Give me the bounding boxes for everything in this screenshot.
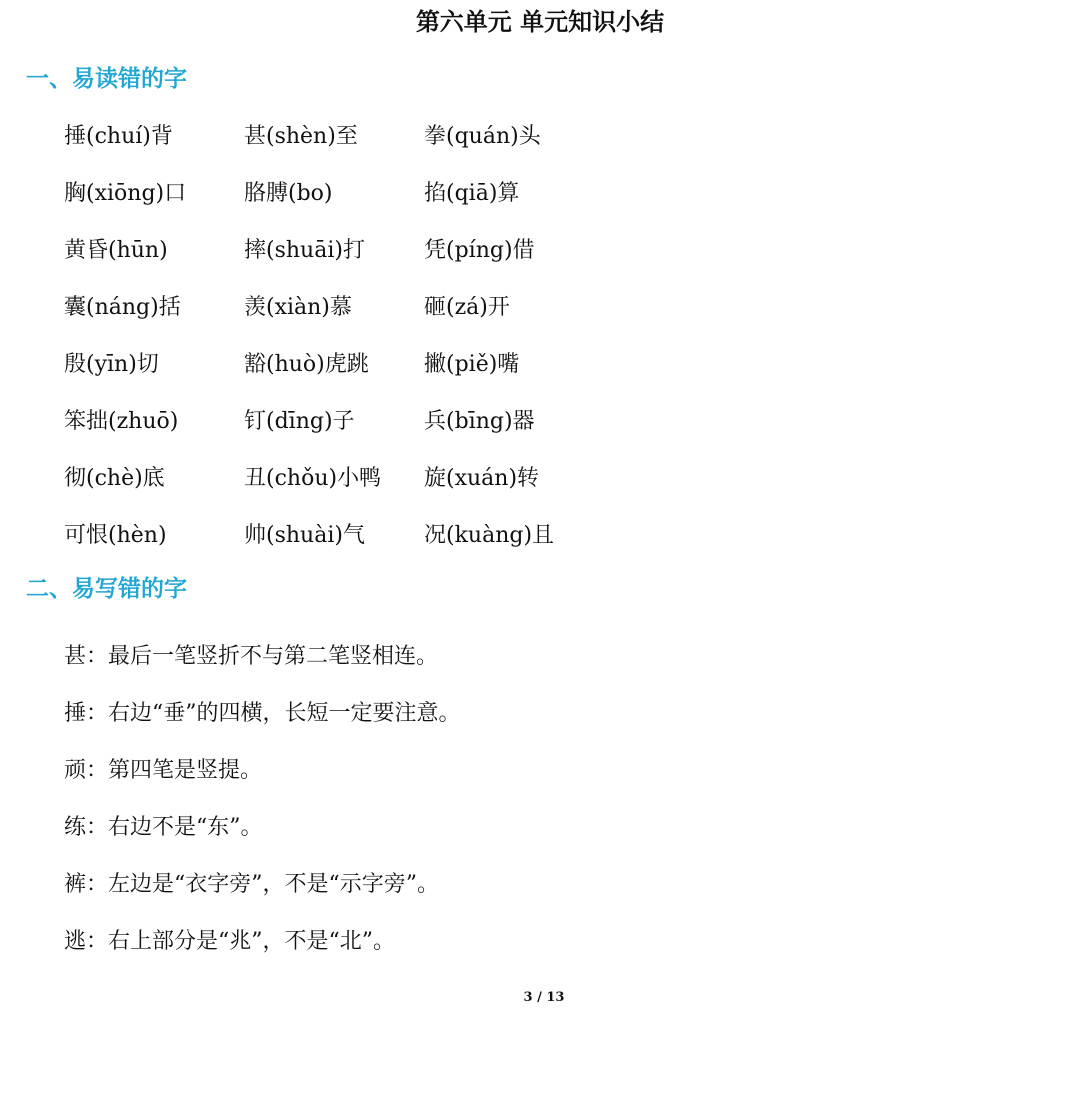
word-entry: 拳(quán)头 — [424, 124, 541, 150]
section-heading-misread: 一、易读错的字 — [26, 66, 187, 92]
miswritten-characters-list — [64, 629, 964, 970]
grid-row — [64, 223, 624, 280]
grid-row — [64, 507, 624, 564]
list-item: 甚：最后一笔竖折不与第二笔竖相连。 — [64, 644, 439, 670]
word-entry: 兵(bīng)器 — [424, 408, 535, 434]
page-number: 3 / 13 — [523, 990, 565, 1005]
word-entry: 凭(píng)借 — [424, 238, 535, 264]
word-entry: 甚(shèn)至 — [244, 124, 358, 150]
list-item: 捶：右边“垂”的四横，长短一定要注意。 — [64, 701, 461, 727]
word-entry: 囊(náng)括 — [64, 295, 181, 321]
list-item: 顽：第四笔是竖提。 — [64, 758, 263, 784]
word-entry: 可恨(hèn) — [64, 522, 167, 548]
word-entry: 黄昏(hūn) — [64, 238, 168, 264]
grid-row — [64, 280, 624, 337]
word-entry: 帅(shuài)气 — [244, 522, 365, 548]
grid-row — [64, 166, 624, 223]
section-heading-miswritten: 二、易写错的字 — [26, 576, 187, 602]
grid-row — [64, 450, 624, 507]
list-item: 逃：右上部分是“兆”，不是“北”。 — [64, 928, 395, 954]
word-entry: 胳膊(bo) — [244, 181, 333, 207]
word-entry: 况(kuàng)且 — [424, 522, 555, 548]
word-entry: 砸(zá)开 — [424, 295, 510, 321]
word-entry: 丑(chǒu)小鸭 — [244, 465, 382, 491]
word-entry: 羡(xiàn)慕 — [244, 295, 352, 321]
grid-row — [64, 109, 624, 166]
word-entry: 撇(piě)嘴 — [424, 352, 520, 377]
word-entry: 旋(xuán)转 — [424, 465, 540, 491]
word-entry: 笨拙(zhuō) — [64, 408, 179, 434]
word-entry: 彻(chè)底 — [64, 465, 165, 491]
word-entry: 捶(chuí)背 — [64, 124, 173, 150]
word-entry: 豁(huò)虎跳 — [244, 352, 369, 377]
word-entry: 掐(qiā)算 — [424, 181, 520, 207]
list-item: 练：右边不是“东”。 — [64, 815, 263, 841]
misread-characters-grid — [64, 109, 624, 564]
word-entry: 摔(shuāi)打 — [244, 238, 365, 264]
list-item: 裤：左边是“衣字旁”，不是“示字旁”。 — [64, 872, 439, 897]
grid-row — [64, 337, 624, 394]
word-entry: 钉(dīng)子 — [244, 408, 355, 434]
word-entry: 胸(xiōng)口 — [64, 181, 187, 207]
grid-row — [64, 393, 624, 450]
word-entry: 殷(yīn)切 — [64, 352, 159, 377]
page-title: 第六单元 单元知识小结 — [415, 8, 665, 36]
